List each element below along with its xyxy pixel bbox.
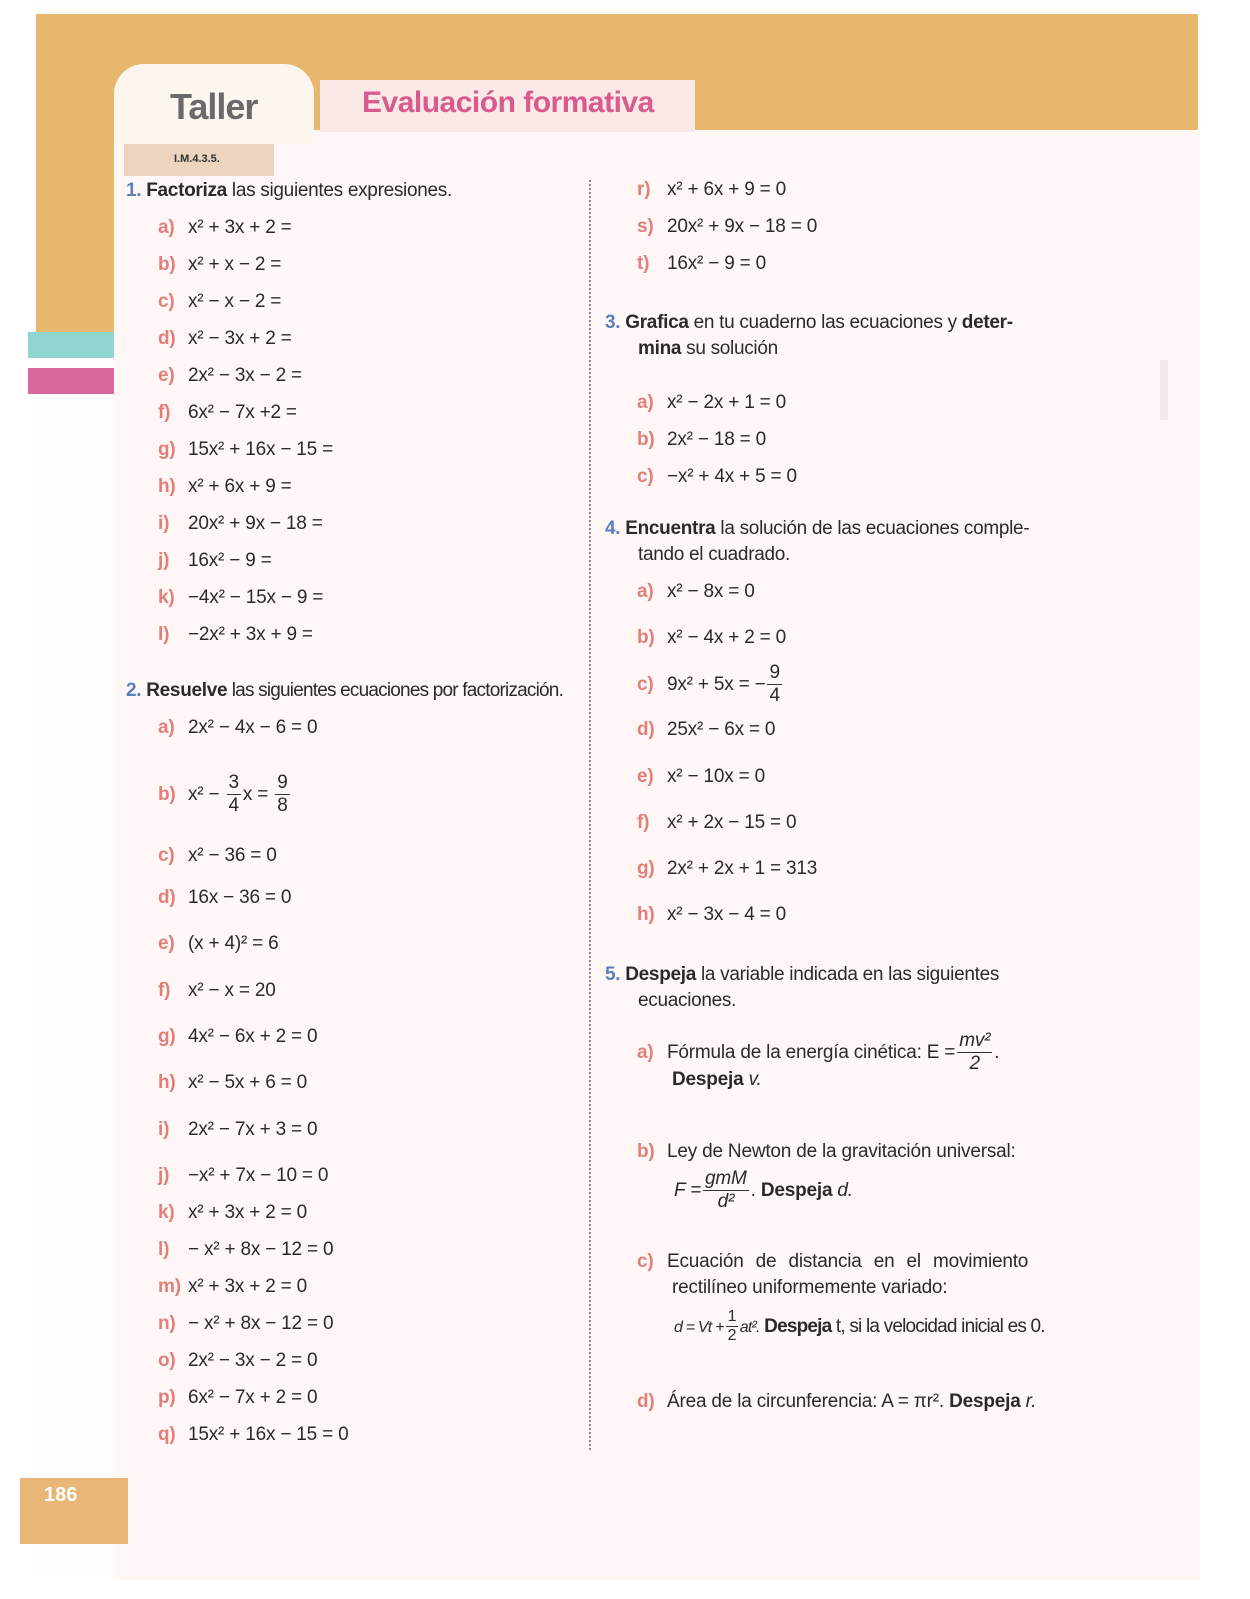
item-letter: g) [637, 858, 655, 879]
page-edge-mark [1160, 360, 1168, 420]
q5-item-c [637, 1250, 1028, 1274]
item-letter: b) [637, 627, 655, 648]
item-text: rectilíneo uniformemente variado: [672, 1277, 948, 1298]
list-item [158, 1025, 317, 1049]
item-letter: a) [637, 392, 654, 413]
list-item [158, 1201, 307, 1225]
item-expression: x² + 2x − 15 = 0 [667, 812, 797, 833]
question-4 [605, 516, 1065, 568]
item-letter: j) [158, 550, 170, 571]
item-letter: o) [158, 1350, 176, 1371]
list-item [158, 1423, 348, 1447]
item-letter: a) [158, 717, 175, 738]
item-expression: 2x² + 2x + 1 = 313 [667, 858, 818, 879]
item-expression: 20x² + 9x − 18 = 0 [667, 216, 818, 237]
instruction-variable: d. [832, 1180, 853, 1201]
indicator-code: I.M.4.3.5. [174, 153, 220, 165]
item-expression: 20x² + 9x − 18 = [188, 513, 323, 534]
item-expression: 4x² − 6x + 2 = 0 [188, 1026, 318, 1047]
list-item [158, 1238, 333, 1262]
item-expression: −2x² + 3x + 9 = [188, 624, 313, 645]
list-item [637, 215, 817, 239]
denominator: d² [717, 1191, 735, 1213]
item-letter: q) [158, 1424, 176, 1445]
q4-item-b [637, 626, 786, 650]
item-letter: c) [158, 291, 175, 312]
fraction [957, 1030, 992, 1075]
item-letter: f) [158, 980, 171, 1001]
item-letter: f) [637, 812, 650, 833]
q5-item-b [637, 1140, 1016, 1164]
page-number: 186 [44, 1484, 78, 1506]
item-expression: x² + 6x + 9 = [188, 476, 292, 497]
item-expression: 15x² + 16x − 15 = [188, 439, 334, 460]
question-text: en tu cuaderno las ecuaciones y [688, 312, 962, 333]
item-expression: x² + 3x + 2 = [188, 217, 292, 238]
item-expression: − x² + 8x − 12 = 0 [188, 1239, 334, 1260]
item-letter: h) [637, 904, 655, 925]
item-letter: t) [637, 253, 650, 274]
question-text: su solución [681, 338, 778, 359]
item-expression: x² + 3x + 2 = 0 [188, 1202, 307, 1223]
numerator: gmM [705, 1168, 747, 1190]
fraction [275, 772, 289, 817]
fraction [227, 772, 241, 817]
taller-tab [114, 64, 314, 144]
item-letter: j) [158, 1165, 170, 1186]
item-expression: x² − 36 = 0 [188, 845, 277, 866]
item-expression: 15x² + 16x − 15 = 0 [188, 1424, 349, 1445]
q5-item-c-line2 [672, 1276, 947, 1300]
item-expression: 16x² − 9 = 0 [667, 253, 767, 274]
question-text: la variable indicada en las siguientes [696, 964, 1000, 985]
item-expression: 16x − 36 = 0 [188, 887, 292, 908]
evaluation-tab [320, 80, 695, 132]
q2-item-a [158, 716, 317, 740]
item-expression: (x + 4)² = 6 [188, 933, 279, 954]
item-letter: d) [158, 887, 176, 908]
item-letter: c) [637, 674, 654, 695]
list-item [158, 401, 297, 425]
item-letter: b) [158, 784, 176, 805]
numerator: 9 [277, 772, 288, 794]
list-item [158, 1164, 328, 1188]
list-item [637, 765, 765, 789]
section-title: Evaluación formativa [362, 86, 654, 119]
question-text: las siguientes expresiones. [226, 180, 452, 201]
item-expression: 25x² − 6x = 0 [667, 719, 776, 740]
question-number: 4. [605, 518, 621, 539]
denominator: 2 [727, 1327, 736, 1345]
instruction-text: t, si la velocidad inicial es 0. [831, 1316, 1045, 1337]
item-expression: 6x² − 7x + 2 = 0 [188, 1387, 318, 1408]
item-expression: x² − 10x = 0 [667, 766, 765, 787]
list-item [158, 844, 277, 868]
denominator: 8 [277, 795, 288, 817]
list-item [158, 438, 333, 462]
question-verb: Encuentra [625, 518, 716, 539]
list-item [158, 1275, 307, 1299]
item-expression: x² − 5x + 6 = 0 [188, 1072, 307, 1093]
question-verb: Resuelve [146, 680, 228, 701]
list-item [158, 1118, 317, 1142]
left-band [36, 14, 116, 332]
item-letter: g) [158, 1026, 176, 1047]
item-letter: b) [637, 1141, 655, 1162]
question-verb: Despeja [625, 964, 697, 985]
item-letter: d) [158, 328, 176, 349]
item-expression: x² − 3x + 2 = [188, 328, 292, 349]
list-item [158, 1312, 333, 1336]
item-letter: e) [158, 365, 175, 386]
instruction-variable: v. [743, 1069, 762, 1090]
q5-item-a: a) Fórmula de la energía cinética: E = $\frac{\text{mv²}}{2}$ . [637, 1028, 999, 1078]
item-expression: 2x² − 18 = 0 [667, 429, 767, 450]
item-letter: r) [637, 179, 651, 200]
list-item [158, 216, 292, 240]
item-expression: x² + x − 2 = [188, 254, 282, 275]
item-expression: x² − 2x + 1 = 0 [667, 392, 786, 413]
list-item [637, 811, 796, 835]
formula-text: F = [674, 1180, 702, 1201]
fraction [767, 662, 781, 707]
item-expression: 9x² + 5x = − [667, 674, 766, 695]
indicator-code-box [124, 144, 274, 176]
denominator: 4 [769, 685, 780, 707]
fraction [726, 1308, 738, 1345]
list-item [158, 549, 272, 573]
list-item [158, 364, 302, 388]
list-item [158, 1071, 307, 1095]
list-item [158, 586, 323, 610]
list-item [637, 465, 797, 489]
item-letter: b) [158, 254, 176, 275]
question-number: 5. [605, 964, 621, 985]
item-expression: 2x² − 7x + 3 = 0 [188, 1119, 318, 1140]
item-letter: n) [158, 1313, 176, 1334]
item-expression: x² − x − 2 = [188, 291, 282, 312]
item-text: Ley de Newton de la gravitación universal: [667, 1141, 1016, 1162]
item-letter: a) [637, 1042, 654, 1063]
list-item [637, 428, 766, 452]
item-letter: c) [637, 466, 654, 487]
item-letter: l) [158, 624, 170, 645]
item-expression: x² − 3x − 4 = 0 [667, 904, 786, 925]
list-item [158, 623, 313, 647]
list-item [158, 1386, 317, 1410]
fraction [703, 1168, 749, 1213]
item-letter: l) [158, 1239, 170, 1260]
item-expression: −x² + 7x − 10 = 0 [188, 1165, 329, 1186]
question-number: 3. [605, 312, 621, 333]
item-expression: 16x² − 9 = [188, 550, 272, 571]
question-number: 1. [126, 180, 142, 201]
list-item [637, 178, 786, 202]
formula-text: at². [739, 1319, 760, 1336]
q5-item-b-formula: F = $\frac{\text{gmM}}{\text{d²}}$ . Despeja d. [674, 1168, 853, 1213]
item-expression: x² + 6x + 9 = 0 [667, 179, 786, 200]
list-item [158, 290, 281, 314]
instruction-verb: Despeja [949, 1391, 1021, 1412]
question-5 [605, 962, 1055, 1014]
formula-text: d = Vt + [674, 1319, 724, 1336]
question-text: las siguientes ecuaciones por factorización. [227, 680, 564, 701]
list-item [158, 1349, 317, 1373]
item-expression: 2x² − 4x − 6 = 0 [188, 717, 318, 738]
question-verb: deter- [961, 312, 1013, 333]
list-item [158, 886, 291, 910]
item-letter: m) [158, 1276, 181, 1297]
item-letter: f) [158, 402, 171, 423]
page-number-box [20, 1478, 128, 1544]
q5-item-a-instruction [672, 1068, 762, 1092]
numerator: 3 [228, 772, 239, 794]
instruction-variable: r. [1020, 1391, 1037, 1412]
item-expression: x² − x = 20 [188, 980, 276, 1001]
taller-title: Taller [170, 86, 258, 127]
item-expression: x² + 3x + 2 = 0 [188, 1276, 307, 1297]
item-letter: c) [158, 845, 175, 866]
numerator: 1 [727, 1308, 736, 1326]
item-expression: 2x² − 3x − 2 = [188, 365, 302, 386]
item-text: Ecuación de distancia en el movimiento [667, 1251, 1029, 1272]
item-expression: 2x² − 3x − 2 = 0 [188, 1350, 318, 1371]
question-text: ecuaciones. [638, 990, 737, 1011]
numerator: 9 [769, 662, 780, 684]
question-verb: Grafica [625, 312, 689, 333]
q2-item-b [158, 770, 292, 820]
column-divider [589, 180, 591, 1450]
list-item [158, 932, 279, 956]
teal-marker [28, 332, 114, 358]
item-expression: x² − [188, 784, 220, 805]
list-item [637, 903, 786, 927]
q5-item-d [637, 1390, 1036, 1414]
item-letter: h) [158, 476, 176, 497]
item-letter: e) [637, 766, 654, 787]
q4-item-c [637, 660, 784, 710]
item-letter: e) [158, 933, 175, 954]
item-letter: c) [637, 1251, 654, 1272]
item-letter: s) [637, 216, 654, 237]
item-letter: h) [158, 1072, 176, 1093]
list-item [637, 391, 786, 415]
item-text: Fórmula de la energía cinética: E = [667, 1042, 956, 1063]
item-expression: x² − 8x = 0 [667, 581, 755, 602]
item-letter: d) [637, 719, 655, 740]
item-expression: 6x² − 7x +2 = [188, 402, 297, 423]
item-letter: k) [158, 1202, 175, 1223]
list-item [158, 327, 292, 351]
instruction-verb: Despeja [760, 1180, 833, 1201]
item-letter: i) [158, 513, 170, 534]
question-verb: Factoriza [146, 180, 227, 201]
item-letter: a) [637, 581, 654, 602]
item-letter: a) [158, 217, 175, 238]
item-expression: −4x² − 15x − 9 = [188, 587, 324, 608]
q4-item-a [637, 580, 755, 604]
item-letter: d) [637, 1391, 655, 1412]
q5-item-c-formula [674, 1302, 1045, 1353]
numerator: mv² [959, 1030, 991, 1052]
list-item [158, 979, 276, 1003]
list-item [637, 252, 766, 276]
question-2 [126, 678, 563, 704]
item-expression: − x² + 8x − 12 = 0 [188, 1313, 334, 1334]
item-letter: g) [158, 439, 176, 460]
question-3 [605, 310, 1055, 362]
list-item [637, 857, 817, 881]
pink-marker [28, 368, 114, 394]
question-text: tando el cuadrado. [638, 544, 790, 565]
item-expression: x = [242, 784, 269, 805]
question-number: 2. [126, 680, 142, 701]
denominator: 2 [969, 1053, 980, 1075]
list-item [637, 718, 775, 742]
question-text: la solución de las ecuaciones comple- [715, 518, 1030, 539]
item-letter: i) [158, 1119, 170, 1140]
list-item [158, 475, 292, 499]
list-item [158, 512, 323, 536]
denominator: 4 [228, 795, 239, 817]
item-letter: k) [158, 587, 175, 608]
item-letter: b) [637, 429, 655, 450]
item-expression: x² − 4x + 2 = 0 [667, 627, 786, 648]
instruction-verb: Despeja [764, 1316, 832, 1337]
item-letter: p) [158, 1387, 176, 1408]
list-item [158, 253, 281, 277]
question-1 [126, 178, 452, 204]
instruction-verb: Despeja [672, 1069, 744, 1090]
question-verb: mina [638, 338, 682, 359]
item-text: Área de la circunferencia: A = πr². [667, 1391, 944, 1412]
item-expression: −x² + 4x + 5 = 0 [667, 466, 797, 487]
